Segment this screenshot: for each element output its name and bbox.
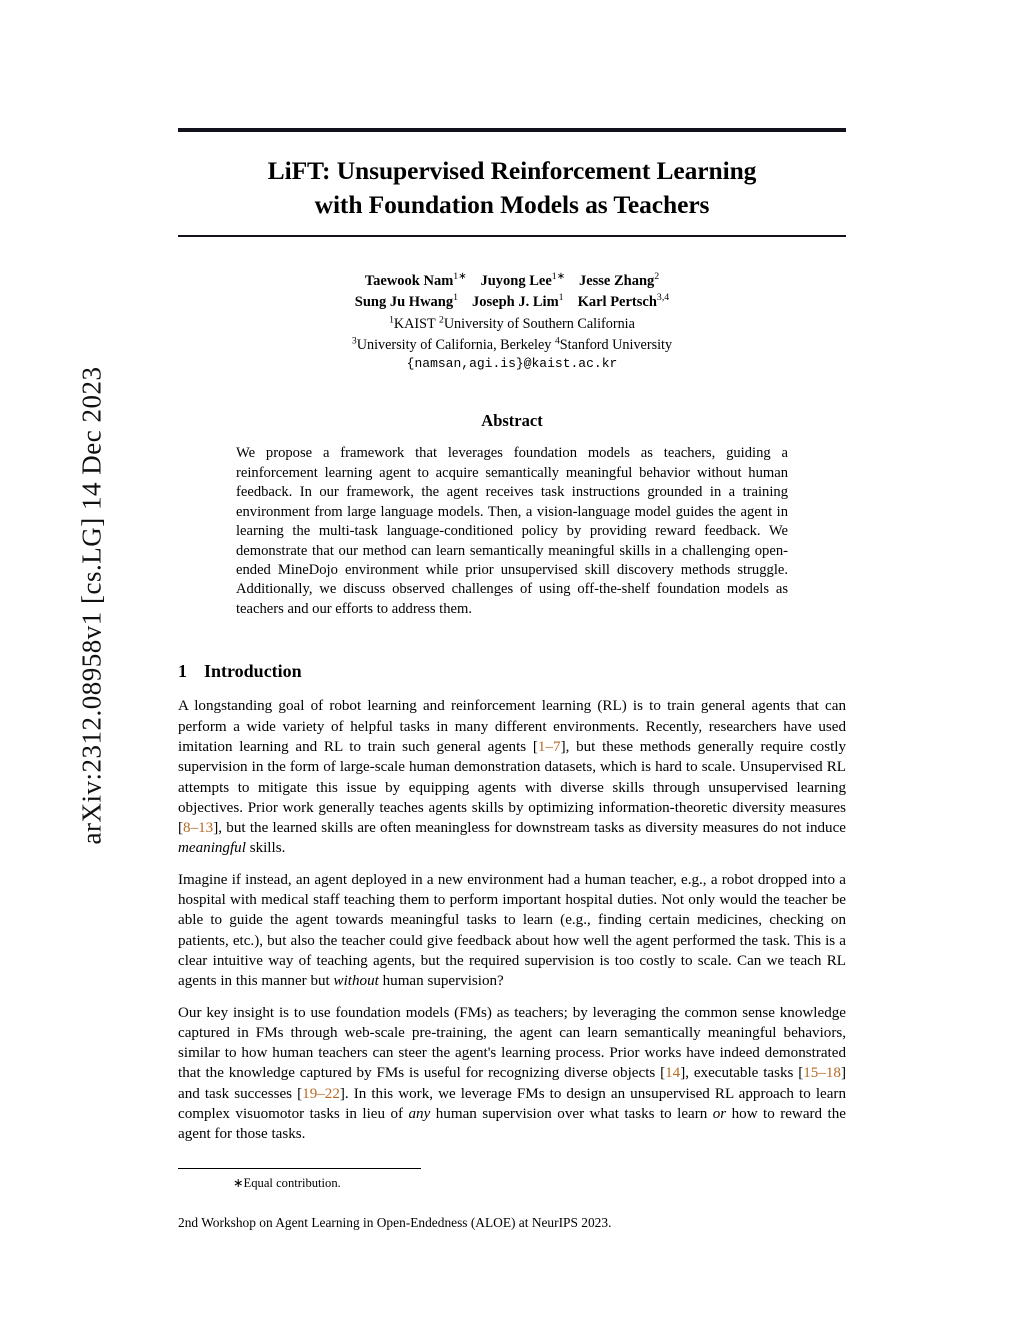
affiliation-line-1 <box>178 314 846 335</box>
title-line-1: LiFT: Unsupervised Reinforcement Learning <box>267 156 757 185</box>
footnote-separator <box>178 1168 421 1169</box>
author-name: Karl Pertsch <box>577 294 657 311</box>
paragraph-1 <box>178 696 846 858</box>
affiliation-marker: 3 <box>351 334 357 346</box>
paper-page <box>178 0 846 1325</box>
body-text: A longstanding goal of robot learning and reinforcement learning (RL) is to train general agents that can perform a wide variety of helpful tasks in many different environments. Recently, researchers have used imitation learning and RL to train such general agents [ <box>178 698 846 755</box>
author-name: Juyong Lee <box>480 272 552 289</box>
venue-notice: 2nd Workshop on Agent Learning in Open-Endedness (ALOE) at NeurIPS 2023. <box>178 1214 612 1230</box>
affiliation-marker: 4 <box>554 334 560 346</box>
citation-link[interactable]: – <box>545 739 554 755</box>
emphasis-text: or <box>712 1106 727 1123</box>
citation-link[interactable]: – <box>818 1065 826 1082</box>
section-title: Introduction <box>204 661 302 682</box>
citation-link[interactable]: – <box>317 1085 325 1102</box>
citation-link[interactable]: 8 <box>183 820 191 837</box>
body-text: ] and task successes [ <box>178 1065 846 1102</box>
body-text: human supervision over what tasks to learn <box>430 1106 713 1123</box>
citation-link[interactable]: 15 <box>803 1065 819 1082</box>
title-line-2: with Foundation Models as Teachers <box>314 189 710 219</box>
title-bottom-rule <box>178 235 846 236</box>
body-text: skills. <box>245 840 286 857</box>
author-marks: 3,4 <box>656 292 670 304</box>
body-text: Our key insight is to use foundation models (FMs) as teachers; by leveraging the common sense knowledge captured in FMs through web-scale pre-training, the agent can learn semantically meaningful behaviors, similar to how human teachers can steer the agent's learning process. Prior works have indeed demonstrated that the knowledge captured by FMs is useful for recognizing diverse objects [ <box>178 1004 846 1082</box>
affiliation-text: University of Southern California <box>443 316 635 332</box>
citation-link[interactable]: 22 <box>324 1085 340 1102</box>
citation-link[interactable]: 14 <box>665 1065 681 1082</box>
citation-link[interactable]: 18 <box>825 1065 841 1082</box>
author-name: Sung Ju Hwang <box>354 294 454 311</box>
affiliation-text: KAIST <box>393 316 439 332</box>
section-heading-introduction <box>178 661 846 682</box>
affiliation-marker: 2 <box>438 314 444 326</box>
author-row-2 <box>178 292 846 314</box>
body-text: ]. In this work, we leverage FMs to design an unsupervised RL approach to learn complex visuomotor tasks in lieu of <box>178 1085 846 1123</box>
abstract-text: We propose a framework that leverages foundation models as teachers, guiding a reinforcement learning agent to acquire semantically meaningful behavior without human feedback. In our framework, the agent receives task instructions grounded in a training environment from large language models. Then, a vision-language model guides the agent in learning the multi-task language-conditioned policy by providing reward feedback. We demonstrate that our method can learn semantically meaningful skills in a challenging open-ended MineDojo environment while prior unsupervised skill discovery methods struggle. Additionally, we discuss observed challenges of using off-the-shelf foundation models as teachers and our efforts to address them. <box>236 445 788 617</box>
author-marks: 1 <box>453 292 459 304</box>
author-marks: 1∗ <box>551 270 565 282</box>
body-text: ], but these methods generally require costly supervision in the form of large-scale human demonstration datasets, which is hard to scale. Unsupervised RL attempts to mitigate this issue by equipping agents with diverse skills through unsupervised learning objectives. Prior work generally teaches agents skills by optimizing information-theoretic diversity measures [ <box>178 739 847 837</box>
abstract-heading: Abstract <box>481 411 543 431</box>
page-title <box>178 154 846 221</box>
citation-link[interactable]: 19 <box>302 1085 318 1102</box>
paragraph-3 <box>178 1003 846 1145</box>
arxiv-identifier-stamp: arXiv:2312.08958v1 [cs.LG] 14 Dec 2023 <box>76 366 107 845</box>
contact-email: {namsan,agi.is}@kaist.ac.kr <box>406 356 618 372</box>
footnote-equal-contribution: ∗Equal contribution. <box>233 1175 341 1190</box>
citation-link[interactable]: 13 <box>198 820 214 837</box>
body-text: ], executable tasks [ <box>680 1065 804 1082</box>
author-marks: 2 <box>654 270 660 282</box>
emphasis-text: meaningful <box>178 840 246 857</box>
title-top-rule <box>178 128 846 132</box>
emphasis-text: any <box>408 1106 431 1123</box>
author-name: Taewook Nam <box>364 272 454 289</box>
paragraph-2 <box>178 870 846 992</box>
author-marks: 1∗ <box>453 270 467 282</box>
body-text: human supervision? <box>378 973 504 990</box>
body-text: how to reward the agent for those tasks. <box>178 1106 846 1143</box>
citation-link[interactable]: 7 <box>553 739 561 755</box>
affiliation-text: Stanford University <box>559 336 673 353</box>
author-marks: 1 <box>558 292 564 304</box>
author-name: Jesse Zhang <box>578 272 655 289</box>
section-number: 1 <box>178 661 187 682</box>
author-row-1 <box>178 271 846 293</box>
affiliation-line-2 <box>178 335 846 356</box>
citation-link[interactable]: 1 <box>537 739 546 755</box>
citation-link[interactable]: – <box>190 820 199 837</box>
emphasis-text: without <box>333 973 379 990</box>
affiliation-text: University of California, Berkeley <box>356 336 555 353</box>
body-text: ], but the learned skills are often meaningless for downstream tasks as diversity measures do not induce <box>213 820 846 837</box>
affiliation-marker: 1 <box>389 314 394 326</box>
author-list <box>178 271 846 315</box>
author-name: Joseph J. Lim <box>472 294 559 311</box>
body-text: Imagine if instead, an agent deployed in a new environment had a human teacher, e.g., a robot dropped into a hospital with medical staff teaching them to perform important hospital duties. Not only would the teacher be able to guide the agent towards meaningful tasks to learn (e.g., finding certain medicines, checking on patients, etc.), but also the teacher could give feedback about how well the agent performed the task. This is a clear intuitive way of teaching agents, but the required supervision is too costly to scale. Can we teach RL agents in this manner but <box>178 871 846 990</box>
